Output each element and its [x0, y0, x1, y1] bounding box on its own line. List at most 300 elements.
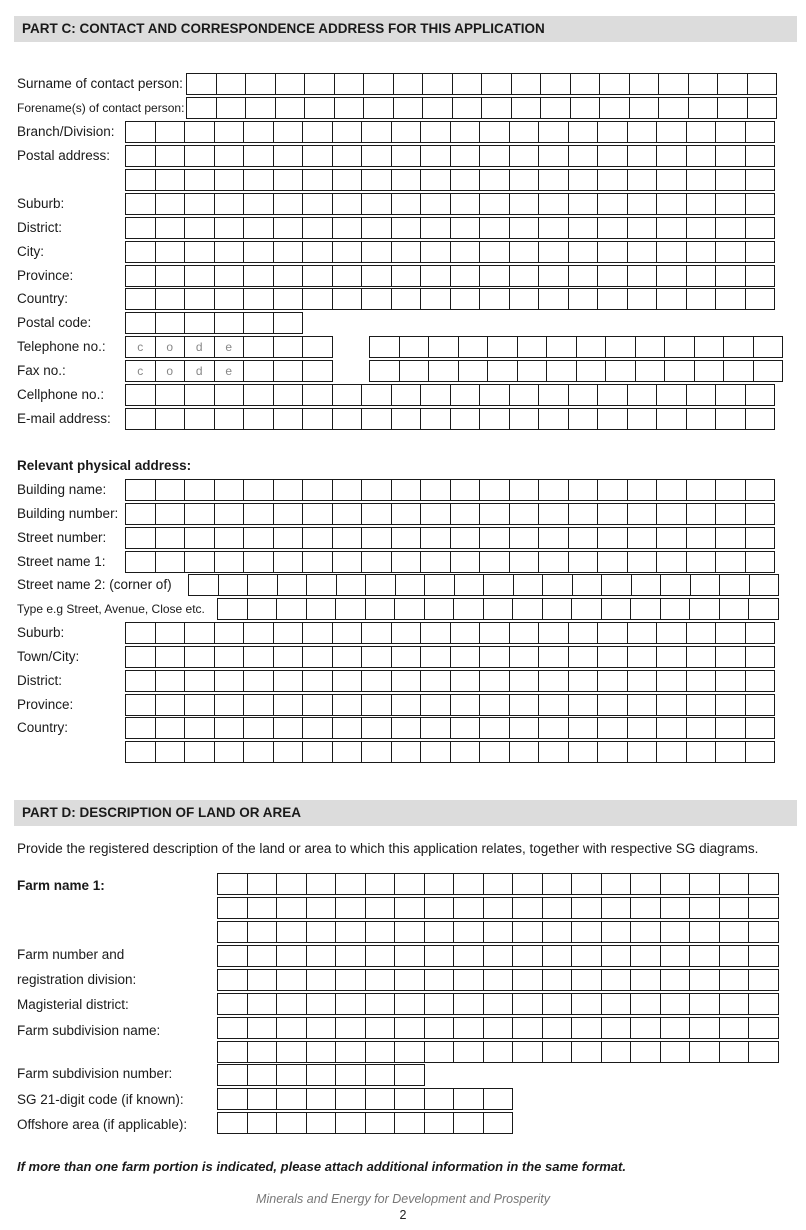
char-box[interactable] [217, 598, 248, 620]
char-box[interactable] [715, 145, 746, 167]
telephone-number-field[interactable] [369, 336, 783, 358]
char-box[interactable] [273, 741, 304, 763]
branch-field[interactable] [125, 121, 775, 143]
char-box[interactable] [479, 717, 510, 739]
char-box[interactable] [273, 670, 304, 692]
char-box[interactable] [481, 97, 512, 119]
char-box[interactable] [214, 527, 245, 549]
char-box[interactable] [273, 336, 304, 358]
char-box[interactable] [599, 73, 630, 95]
char-box[interactable] [155, 694, 186, 716]
char-box[interactable] [509, 622, 540, 644]
char-box[interactable] [538, 145, 569, 167]
char-box[interactable] [745, 551, 776, 573]
char-box[interactable] [688, 97, 719, 119]
char-box[interactable] [509, 408, 540, 430]
char-box[interactable] [184, 288, 215, 310]
char-box[interactable] [125, 169, 156, 191]
char-box[interactable] [155, 622, 186, 644]
char-box[interactable] [243, 741, 274, 763]
char-box[interactable] [509, 121, 540, 143]
char-box[interactable] [184, 145, 215, 167]
char-box[interactable] [243, 169, 274, 191]
char-box[interactable] [450, 145, 481, 167]
char-box[interactable] [538, 241, 569, 263]
char-box[interactable] [509, 384, 540, 406]
char-box[interactable] [273, 527, 304, 549]
char-box[interactable] [243, 551, 274, 573]
physical-country-field-2[interactable] [125, 741, 775, 763]
char-box[interactable] [723, 360, 754, 382]
char-box[interactable] [453, 873, 484, 895]
char-box[interactable] [420, 217, 451, 239]
char-box[interactable] [306, 1017, 337, 1039]
char-box[interactable] [276, 897, 307, 919]
char-box[interactable] [155, 384, 186, 406]
char-box[interactable] [597, 241, 628, 263]
char-box[interactable] [361, 288, 392, 310]
char-box[interactable] [420, 694, 451, 716]
char-box[interactable] [450, 622, 481, 644]
char-box[interactable] [391, 479, 422, 501]
char-box[interactable] [454, 574, 485, 596]
char-box[interactable] [627, 265, 658, 287]
char-box[interactable] [214, 694, 245, 716]
char-box[interactable] [656, 527, 687, 549]
char-box[interactable] [420, 288, 451, 310]
char-box[interactable] [302, 670, 333, 692]
char-box[interactable] [479, 265, 510, 287]
char-box[interactable] [365, 1088, 396, 1110]
char-box[interactable] [479, 241, 510, 263]
char-box[interactable] [420, 193, 451, 215]
char-box[interactable] [597, 741, 628, 763]
char-box[interactable] [656, 384, 687, 406]
char-box[interactable] [719, 993, 750, 1015]
char-box[interactable] [243, 646, 274, 668]
char-box[interactable] [424, 1017, 455, 1039]
char-box[interactable]: e [214, 336, 245, 358]
char-box[interactable] [217, 1017, 248, 1039]
char-box[interactable] [479, 551, 510, 573]
char-box[interactable] [184, 694, 215, 716]
char-box[interactable] [656, 241, 687, 263]
char-box[interactable] [630, 969, 661, 991]
char-box[interactable] [627, 694, 658, 716]
char-box[interactable] [420, 384, 451, 406]
char-box[interactable] [689, 598, 720, 620]
char-box[interactable] [217, 1041, 248, 1063]
char-box[interactable] [664, 360, 695, 382]
street-number-field[interactable] [125, 527, 775, 549]
char-box[interactable] [304, 97, 335, 119]
char-box[interactable] [420, 121, 451, 143]
char-box[interactable] [512, 897, 543, 919]
char-box[interactable] [601, 993, 632, 1015]
char-box[interactable] [745, 145, 776, 167]
char-box[interactable] [597, 408, 628, 430]
char-box[interactable] [125, 503, 156, 525]
char-box[interactable] [568, 527, 599, 549]
char-box[interactable]: o [155, 360, 186, 382]
char-box[interactable] [719, 1017, 750, 1039]
char-box[interactable] [686, 121, 717, 143]
char-box[interactable] [420, 145, 451, 167]
char-box[interactable] [538, 265, 569, 287]
char-box[interactable] [715, 694, 746, 716]
char-box[interactable] [542, 1017, 573, 1039]
char-box[interactable] [391, 717, 422, 739]
char-box[interactable] [453, 993, 484, 1015]
char-box[interactable] [458, 360, 489, 382]
char-box[interactable] [218, 574, 249, 596]
magisterial-district-field[interactable] [217, 993, 779, 1015]
char-box[interactable] [686, 503, 717, 525]
char-box[interactable] [568, 694, 599, 716]
char-box[interactable] [214, 265, 245, 287]
char-box[interactable] [125, 741, 156, 763]
char-box[interactable] [428, 336, 459, 358]
char-box[interactable] [247, 1017, 278, 1039]
char-box[interactable] [631, 574, 662, 596]
char-box[interactable] [597, 646, 628, 668]
fax-number-field[interactable] [369, 360, 783, 382]
char-box[interactable] [243, 360, 274, 382]
char-box[interactable] [393, 73, 424, 95]
char-box[interactable] [391, 694, 422, 716]
char-box[interactable] [184, 670, 215, 692]
char-box[interactable] [450, 670, 481, 692]
char-box[interactable] [306, 897, 337, 919]
char-box[interactable] [509, 145, 540, 167]
char-box[interactable] [660, 574, 691, 596]
char-box[interactable] [568, 384, 599, 406]
char-box[interactable] [302, 145, 333, 167]
char-box[interactable] [715, 622, 746, 644]
char-box[interactable] [125, 479, 156, 501]
char-box[interactable] [361, 741, 392, 763]
char-box[interactable] [420, 265, 451, 287]
char-box[interactable] [509, 169, 540, 191]
char-box[interactable]: c [125, 336, 156, 358]
char-box[interactable] [450, 193, 481, 215]
char-box[interactable] [306, 945, 337, 967]
cellphone-field[interactable] [125, 384, 775, 406]
char-box[interactable] [332, 717, 363, 739]
char-box[interactable] [214, 193, 245, 215]
char-box[interactable] [391, 265, 422, 287]
char-box[interactable] [686, 193, 717, 215]
char-box[interactable]: c [125, 360, 156, 382]
char-box[interactable] [568, 622, 599, 644]
char-box[interactable] [214, 479, 245, 501]
char-box[interactable] [245, 97, 276, 119]
char-box[interactable] [302, 360, 333, 382]
char-box[interactable] [542, 921, 573, 943]
char-box[interactable] [597, 288, 628, 310]
char-box[interactable] [365, 598, 396, 620]
char-box[interactable] [217, 921, 248, 943]
char-box[interactable] [571, 1041, 602, 1063]
char-box[interactable] [420, 527, 451, 549]
char-box[interactable] [542, 969, 573, 991]
char-box[interactable] [542, 1041, 573, 1063]
char-box[interactable] [483, 897, 514, 919]
char-box[interactable] [749, 574, 780, 596]
char-box[interactable] [335, 1017, 366, 1039]
char-box[interactable] [453, 969, 484, 991]
char-box[interactable] [125, 670, 156, 692]
char-box[interactable] [214, 169, 245, 191]
char-box[interactable] [332, 741, 363, 763]
char-box[interactable] [214, 312, 245, 334]
physical-district-field[interactable] [125, 670, 775, 692]
char-box[interactable] [542, 993, 573, 1015]
char-box[interactable] [335, 897, 366, 919]
char-box[interactable] [302, 646, 333, 668]
char-box[interactable] [597, 717, 628, 739]
char-box[interactable] [605, 336, 636, 358]
char-box[interactable] [745, 717, 776, 739]
char-box[interactable] [483, 574, 514, 596]
char-box[interactable] [332, 145, 363, 167]
char-box[interactable] [571, 1017, 602, 1039]
char-box[interactable] [332, 193, 363, 215]
char-box[interactable] [186, 73, 217, 95]
char-box[interactable] [424, 945, 455, 967]
char-box[interactable] [627, 646, 658, 668]
char-box[interactable] [273, 622, 304, 644]
char-box[interactable] [332, 694, 363, 716]
char-box[interactable] [273, 312, 304, 334]
char-box[interactable] [394, 1112, 425, 1134]
char-box[interactable] [394, 1088, 425, 1110]
char-box[interactable] [453, 598, 484, 620]
char-box[interactable] [719, 1041, 750, 1063]
char-box[interactable] [155, 169, 186, 191]
char-box[interactable] [188, 574, 219, 596]
char-box[interactable] [715, 503, 746, 525]
char-box[interactable] [217, 1112, 248, 1134]
char-box[interactable] [273, 169, 304, 191]
char-box[interactable] [689, 873, 720, 895]
char-box[interactable] [627, 622, 658, 644]
char-box[interactable] [719, 598, 750, 620]
char-box[interactable] [748, 945, 779, 967]
char-box[interactable] [538, 217, 569, 239]
char-box[interactable] [568, 503, 599, 525]
char-box[interactable] [745, 193, 776, 215]
char-box[interactable] [597, 503, 628, 525]
char-box[interactable] [361, 265, 392, 287]
char-box[interactable] [479, 217, 510, 239]
char-box[interactable] [332, 121, 363, 143]
fax-code-field[interactable] [125, 360, 333, 382]
char-box[interactable] [686, 551, 717, 573]
char-box[interactable] [568, 217, 599, 239]
char-box[interactable] [568, 241, 599, 263]
char-box[interactable] [125, 241, 156, 263]
char-box[interactable] [601, 1041, 632, 1063]
char-box[interactable] [656, 121, 687, 143]
char-box[interactable] [394, 993, 425, 1015]
char-box[interactable] [601, 921, 632, 943]
char-box[interactable] [420, 408, 451, 430]
char-box[interactable] [361, 694, 392, 716]
char-box[interactable] [332, 384, 363, 406]
char-box[interactable] [276, 1088, 307, 1110]
char-box[interactable] [656, 193, 687, 215]
char-box[interactable] [627, 288, 658, 310]
char-box[interactable] [304, 73, 335, 95]
char-box[interactable] [656, 646, 687, 668]
char-box[interactable] [214, 551, 245, 573]
char-box[interactable] [745, 241, 776, 263]
char-box[interactable] [155, 503, 186, 525]
char-box[interactable] [273, 193, 304, 215]
char-box[interactable] [247, 598, 278, 620]
char-box[interactable] [745, 169, 776, 191]
char-box[interactable] [453, 897, 484, 919]
char-box[interactable] [568, 193, 599, 215]
char-box[interactable] [365, 1112, 396, 1134]
char-box[interactable]: d [184, 336, 215, 358]
char-box[interactable] [715, 717, 746, 739]
char-box[interactable] [273, 551, 304, 573]
char-box[interactable] [452, 97, 483, 119]
char-box[interactable] [306, 598, 337, 620]
char-box[interactable] [689, 1041, 720, 1063]
char-box[interactable] [420, 741, 451, 763]
town-city-field[interactable] [125, 646, 775, 668]
char-box[interactable] [214, 646, 245, 668]
char-box[interactable] [509, 694, 540, 716]
char-box[interactable] [247, 969, 278, 991]
char-box[interactable] [336, 574, 367, 596]
char-box[interactable] [332, 408, 363, 430]
char-box[interactable] [627, 121, 658, 143]
char-box[interactable] [424, 574, 455, 596]
char-box[interactable] [335, 873, 366, 895]
char-box[interactable] [273, 265, 304, 287]
char-box[interactable] [660, 897, 691, 919]
char-box[interactable] [155, 479, 186, 501]
char-box[interactable] [660, 945, 691, 967]
char-box[interactable] [184, 241, 215, 263]
char-box[interactable] [601, 598, 632, 620]
char-box[interactable] [306, 969, 337, 991]
char-box[interactable] [570, 73, 601, 95]
char-box[interactable] [243, 503, 274, 525]
char-box[interactable] [656, 265, 687, 287]
char-box[interactable] [479, 670, 510, 692]
char-box[interactable] [576, 360, 607, 382]
char-box[interactable] [686, 670, 717, 692]
char-box[interactable] [630, 1041, 661, 1063]
char-box[interactable] [509, 670, 540, 692]
char-box[interactable] [572, 574, 603, 596]
char-box[interactable] [568, 408, 599, 430]
char-box[interactable] [748, 897, 779, 919]
char-box[interactable] [715, 121, 746, 143]
char-box[interactable] [365, 969, 396, 991]
char-box[interactable] [658, 73, 689, 95]
char-box[interactable] [538, 646, 569, 668]
char-box[interactable] [629, 73, 660, 95]
char-box[interactable] [302, 694, 333, 716]
char-box[interactable] [509, 741, 540, 763]
char-box[interactable] [306, 1112, 337, 1134]
char-box[interactable] [391, 503, 422, 525]
char-box[interactable] [717, 73, 748, 95]
char-box[interactable] [184, 622, 215, 644]
char-box[interactable] [243, 622, 274, 644]
char-box[interactable] [715, 169, 746, 191]
char-box[interactable] [332, 217, 363, 239]
char-box[interactable] [747, 97, 778, 119]
char-box[interactable] [538, 670, 569, 692]
char-box[interactable] [214, 217, 245, 239]
farm-name-field-1[interactable] [217, 873, 779, 895]
char-box[interactable] [302, 551, 333, 573]
char-box[interactable] [605, 360, 636, 382]
char-box[interactable] [689, 969, 720, 991]
char-box[interactable] [391, 551, 422, 573]
char-box[interactable] [428, 360, 459, 382]
char-box[interactable] [479, 646, 510, 668]
char-box[interactable] [453, 1041, 484, 1063]
sg-code-field[interactable] [217, 1088, 513, 1110]
char-box[interactable] [422, 73, 453, 95]
char-box[interactable] [424, 897, 455, 919]
char-box[interactable] [365, 921, 396, 943]
char-box[interactable] [125, 646, 156, 668]
char-box[interactable] [483, 873, 514, 895]
char-box[interactable] [155, 145, 186, 167]
char-box[interactable] [217, 969, 248, 991]
suburb-field[interactable] [125, 193, 775, 215]
char-box[interactable] [629, 97, 660, 119]
char-box[interactable] [450, 694, 481, 716]
char-box[interactable] [302, 741, 333, 763]
char-box[interactable] [273, 217, 304, 239]
char-box[interactable] [538, 717, 569, 739]
char-box[interactable] [245, 73, 276, 95]
char-box[interactable] [601, 574, 632, 596]
char-box[interactable] [509, 503, 540, 525]
char-box[interactable] [394, 969, 425, 991]
char-box[interactable] [512, 1017, 543, 1039]
char-box[interactable] [479, 288, 510, 310]
char-box[interactable] [302, 169, 333, 191]
char-box[interactable] [538, 121, 569, 143]
char-box[interactable] [576, 336, 607, 358]
char-box[interactable] [571, 873, 602, 895]
char-box[interactable] [424, 1088, 455, 1110]
char-box[interactable] [306, 574, 337, 596]
char-box[interactable] [369, 336, 400, 358]
char-box[interactable] [479, 169, 510, 191]
char-box[interactable] [538, 479, 569, 501]
char-box[interactable] [568, 121, 599, 143]
char-box[interactable] [302, 217, 333, 239]
char-box[interactable] [686, 145, 717, 167]
street-name-1-field[interactable] [125, 551, 775, 573]
char-box[interactable] [302, 527, 333, 549]
char-box[interactable] [243, 145, 274, 167]
char-box[interactable] [214, 670, 245, 692]
char-box[interactable] [723, 336, 754, 358]
